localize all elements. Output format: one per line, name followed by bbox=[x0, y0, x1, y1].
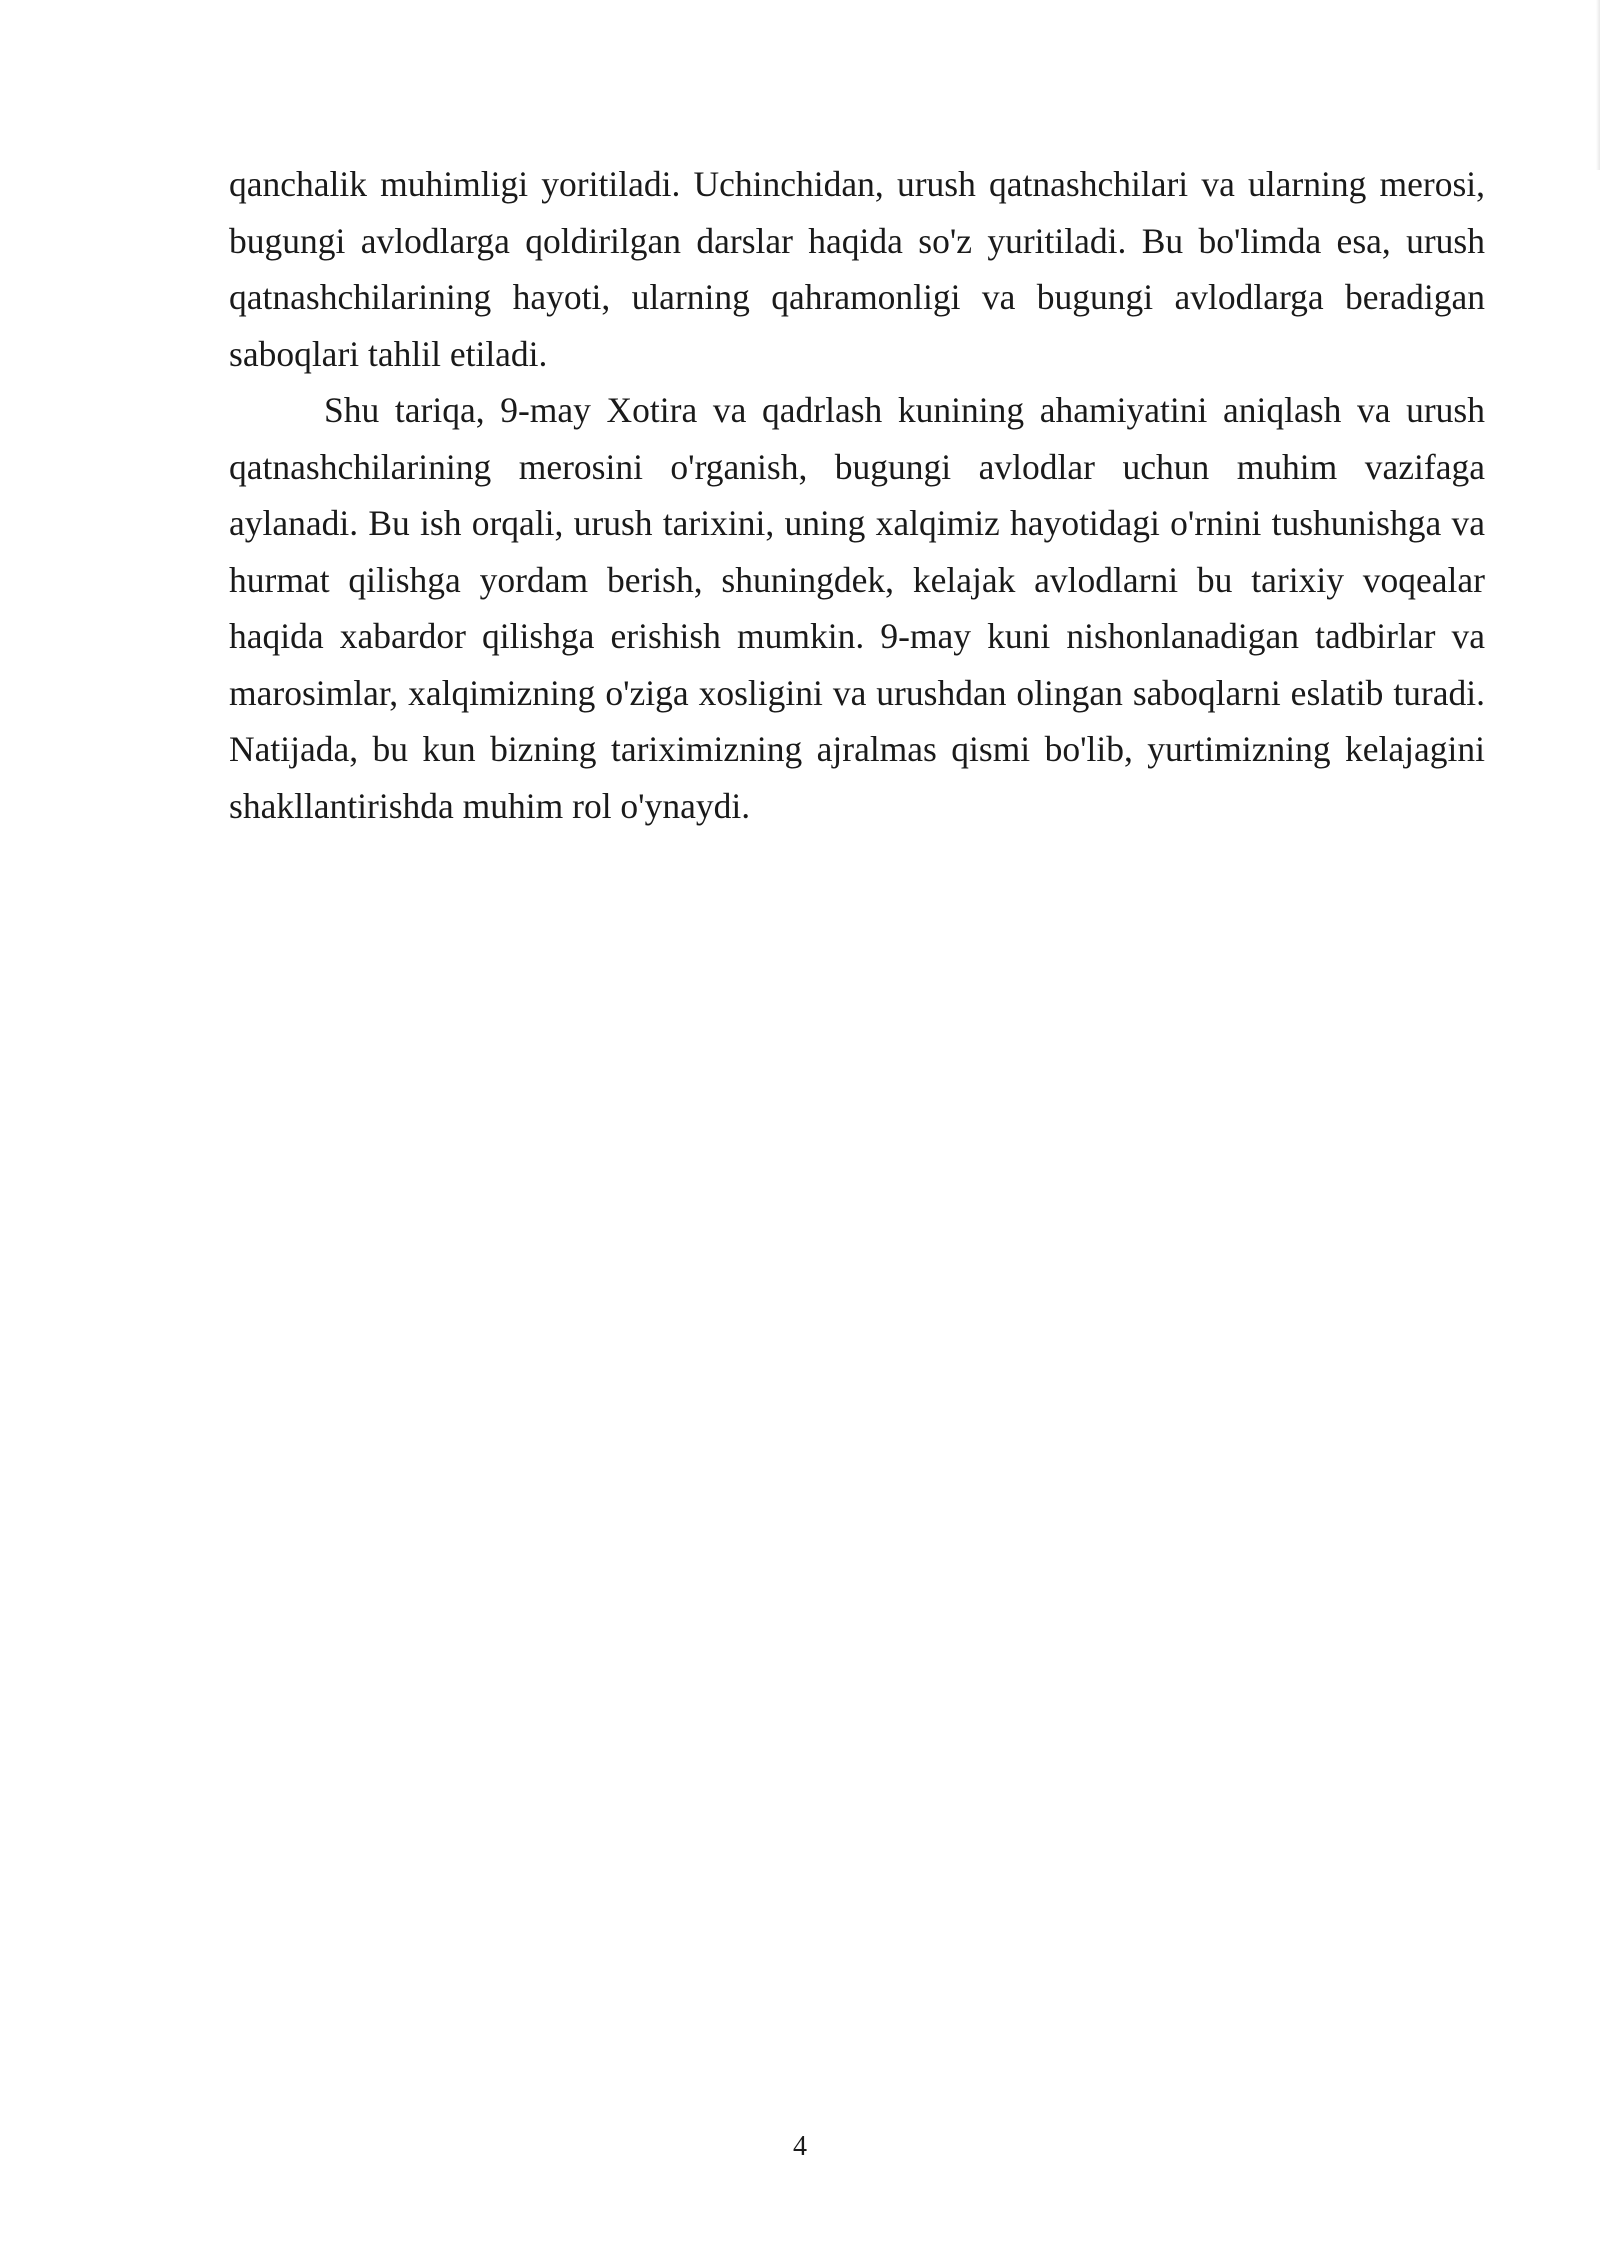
page-edge-shadow bbox=[1596, 0, 1600, 170]
page-number: 4 bbox=[793, 2131, 807, 2162]
body-text bbox=[229, 156, 1485, 834]
paragraph-conclusion: Shu tariqa, 9-may Xotira va qadrlash kunining ahamiyatini aniqlash va urush qatnashchilarining merosini o'rganish, bugungi avlodlar uchun muhim vazifaga aylanadi. Bu ish orqali, urush tarixini, uning xalqimiz hayotidagi o'rnini tushunishga va hurmat qilishga yordam berish, shuningdek, kelajak avlodlarni bu tarixiy voqealar haqida xabardor qilishga erishish mumkin. 9-may kuni nishonlanadigan tadbirlar va marosimlar, xalqimizning o'ziga xosligini va urushdan olingan saboqlarni eslatib turadi. Natijada, bu kun bizning tariximizning ajralmas qismi bo'lib, yurtimizning kelajagini shakllantirishda muhim rol o'ynaydi. bbox=[229, 390, 1485, 826]
paragraph-continuation: qanchalik muhimligi yoritiladi. Uchinchidan, urush qatnashchilari va ularning merosi, bugungi avlodlarga qoldirilgan darslar haqida so'z yuritiladi. Bu bo'limda esa, urush qatnashchilarining hayoti, ularning qahramonligi va bugungi avlodlarga beradigan saboqlari tahlil etiladi. bbox=[229, 164, 1485, 374]
